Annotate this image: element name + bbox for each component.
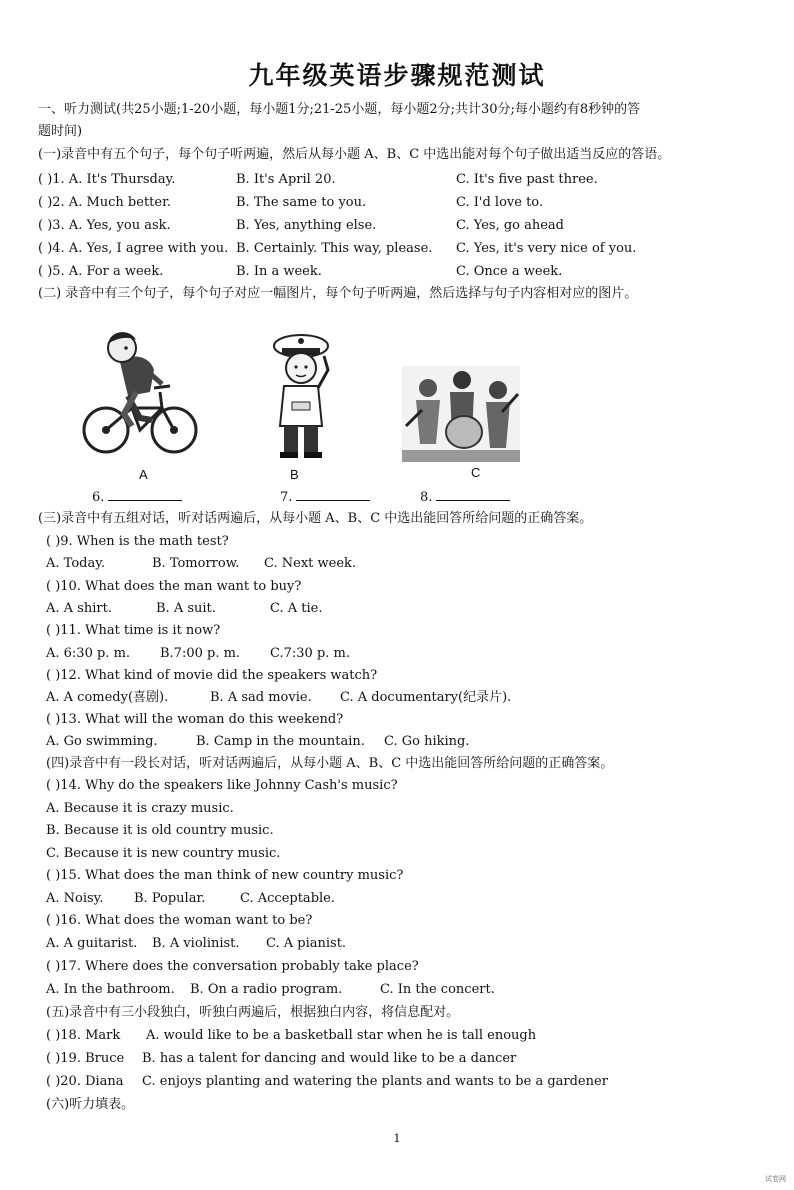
option-c: C. In the concert. [380, 982, 495, 997]
question-12: ( )12. What kind of movie did the speakers watch? [46, 668, 378, 683]
picture-label-a: A [139, 467, 148, 482]
question-11: ( )11. What time is it now? [46, 623, 221, 638]
question-20: ( )20. Diana [46, 1074, 124, 1089]
question-18: ( )18. Mark [46, 1028, 121, 1043]
officer-picture [270, 326, 332, 460]
picture-label-c: C [471, 465, 481, 480]
option-c: C. Yes, go ahead [456, 218, 564, 233]
option-c: C. Next week. [264, 556, 357, 571]
blank-number: 6. [92, 490, 105, 505]
bicycle-boy-picture [80, 322, 200, 460]
blank-line[interactable] [436, 488, 510, 501]
option-b: B. Camp in the mountain. [196, 734, 365, 749]
question-3: ( )3. A. Yes, you ask. [38, 218, 171, 233]
question-5: ( )5. A. For a week. [38, 264, 164, 279]
option-a: A. A guitarist. [46, 936, 138, 951]
sec2-instruction: (二) 录音中有三个句子，每个句子对应一幅图片，每个句子听两遍，然后选择与句子内容相对应的图片。 [38, 286, 638, 301]
option-b: B. Yes, anything else. [236, 218, 377, 233]
option-a: A. In the bathroom. [46, 982, 175, 997]
question-4: ( )4. A. Yes, I agree with you. [38, 241, 229, 256]
question-14: ( )14. Why do the speakers like Johnny Cash's music? [46, 778, 398, 793]
match-option-a: A. would like to be a basketball star when he is tall enough [146, 1028, 537, 1043]
option-c: C. It's five past three. [456, 172, 598, 187]
option-b: B. The same to you. [236, 195, 367, 210]
option-a: A. A shirt. [46, 601, 112, 616]
band-picture [402, 366, 520, 462]
option-c: C. Once a week. [456, 264, 563, 279]
option-b: B. Because it is old country music. [46, 823, 274, 838]
part1-heading: 一、听力测试(共25小题;1-20小题，每小题1分;21-25小题，每小题2分;共计30分;每小题约有8秒钟的答 [38, 102, 641, 117]
option-b: B. Tomorrow. [152, 556, 240, 571]
option-b: B. A sad movie. [210, 690, 312, 705]
option-b: B. A suit. [156, 601, 216, 616]
option-c: C. Yes, it's very nice of you. [456, 241, 637, 256]
question-1: ( )1. A. It's Thursday. [38, 172, 176, 187]
blank-line[interactable] [108, 488, 182, 501]
blank-number: 7. [280, 490, 293, 505]
option-a: A. Noisy. [46, 891, 104, 906]
question-16: ( )16. What does the woman want to be? [46, 913, 313, 928]
sec6-instruction: (六)听力填表。 [46, 1097, 135, 1112]
question-19: ( )19. Bruce [46, 1051, 125, 1066]
option-c: C. Go hiking. [384, 734, 470, 749]
option-c: C. A pianist. [266, 936, 347, 951]
option-a: A. 6:30 p. m. [46, 646, 131, 661]
option-a: A. Today. [46, 556, 105, 571]
question-2: ( )2. A. Much better. [38, 195, 172, 210]
blank-line[interactable] [296, 488, 370, 501]
blank-number: 8. [420, 490, 433, 505]
option-c: C. A tie. [270, 601, 323, 616]
match-option-c: C. enjoys planting and watering the plants and wants to be a gardener [142, 1074, 608, 1089]
option-b: B.7:00 p. m. [160, 646, 241, 661]
option-b: B. A violinist. [152, 936, 240, 951]
answer-blank-7 [280, 488, 370, 507]
option-a: A. Go swimming. [46, 734, 158, 749]
option-b: B. Popular. [134, 891, 206, 906]
page-title: 九年级英语步骤规范测试 [248, 61, 546, 90]
match-option-b: B. has a talent for dancing and would like to be a dancer [142, 1051, 517, 1066]
question-15: ( )15. What does the man think of new country music? [46, 868, 404, 883]
sec3-instruction: (三)录音中有五组对话，听对话两遍后，从每小题 A、B、C 中选出能回答所给问题的正确答案。 [38, 511, 593, 526]
option-c: C. A documentary(纪录片). [340, 690, 512, 705]
answer-blank-6 [92, 488, 182, 507]
page-number: 1 [393, 1132, 401, 1145]
question-9: ( )9. When is the math test? [46, 534, 229, 549]
question-13: ( )13. What will the woman do this weekend? [46, 712, 344, 727]
sec4-instruction: (四)录音中有一段长对话，听对话两遍后，从每小题 A、B、C 中选出能回答所给问题的正确答案。 [46, 756, 614, 771]
option-a: A. Because it is crazy music. [46, 801, 234, 816]
sec1-instruction: (一)录音中有五个句子，每个句子听两遍，然后从每小题 A、B、C 中选出能对每个句子做出适当反应的答语。 [38, 147, 671, 162]
option-c: C. Because it is new country music. [46, 846, 281, 861]
option-b: B. On a radio program. [190, 982, 343, 997]
option-c: C. I'd love to. [456, 195, 544, 210]
option-c: C. Acceptable. [240, 891, 335, 906]
question-10: ( )10. What does the man want to buy? [46, 579, 302, 594]
answer-blank-8 [420, 488, 510, 507]
option-b: B. In a week. [236, 264, 322, 279]
watermark-text: 试卷网 [765, 1175, 786, 1183]
option-a: A. A comedy(喜剧). [46, 690, 169, 705]
question-17: ( )17. Where does the conversation probably take place? [46, 959, 419, 974]
option-b: B. It's April 20. [236, 172, 336, 187]
sec5-instruction: (五)录音中有三小段独白，听独白两遍后，根据独白内容，将信息配对。 [46, 1005, 460, 1020]
option-b: B. Certainly. This way, please. [236, 241, 433, 256]
part1-heading-cont: 题时间) [38, 124, 83, 139]
option-c: C.7:30 p. m. [270, 646, 350, 661]
picture-label-b: B [290, 467, 299, 482]
